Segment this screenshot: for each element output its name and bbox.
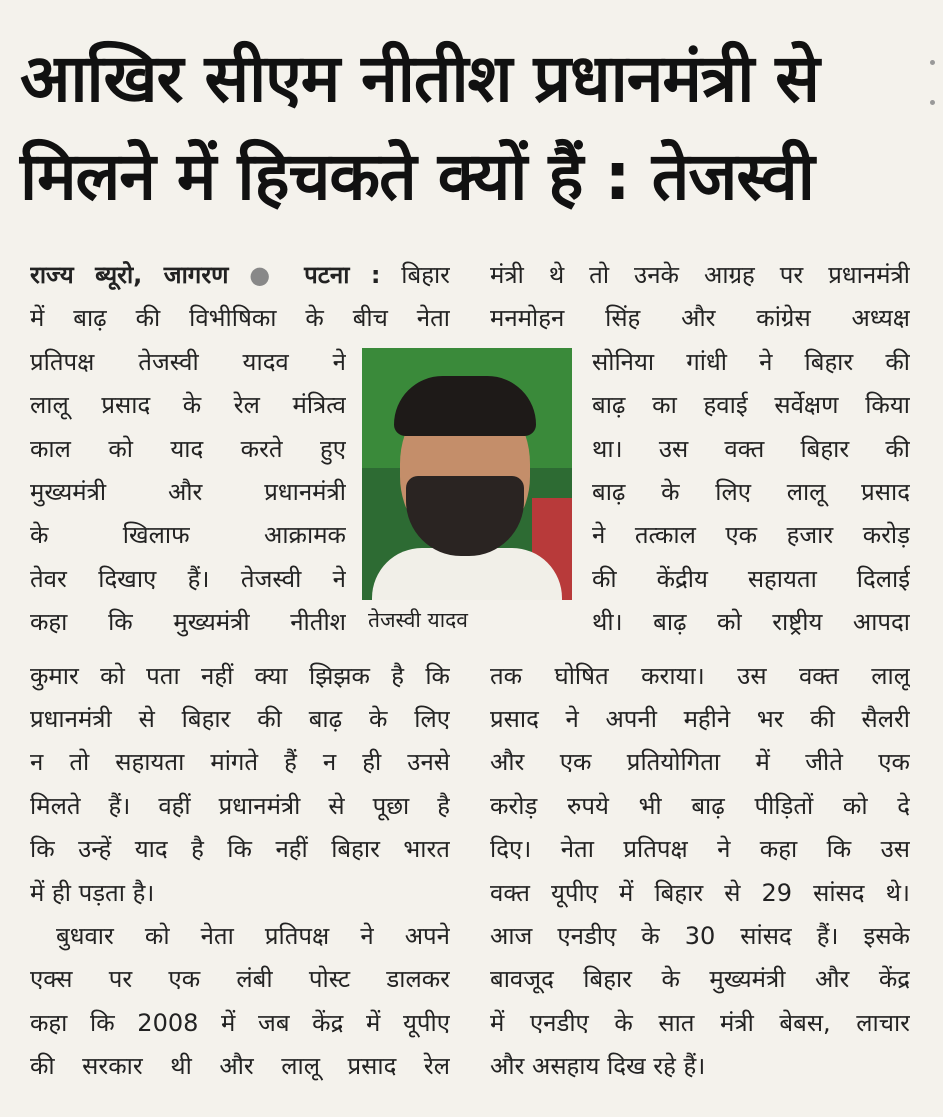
text-line: तेवर दिखाए हैं। तेजस्वी ने (30, 564, 346, 593)
left-column-beside-photo (30, 341, 346, 645)
text-line: दिए। नेता प्रतिपक्ष ने कहा कि उस (490, 835, 910, 864)
text-line: में ही पड़ता है। (30, 878, 155, 907)
text-line: मनमोहन सिंह और कांग्रेस अध्यक्ष (490, 304, 910, 333)
text-line: की सरकार थी और लालू प्रसाद रेल (30, 1052, 450, 1081)
portrait-photo (362, 348, 572, 600)
text-line: करोड़ रुपये भी बाढ़ पीड़ितों को दे (490, 791, 910, 820)
photo-beard (406, 476, 524, 556)
text-line: में बाढ़ की विभीषिका के बीच नेता (30, 304, 450, 333)
text-line: था। उस वक्त बिहार की (592, 434, 910, 463)
text-line: थी। बाढ़ को राष्ट्रीय आपदा (592, 608, 910, 637)
headline (20, 30, 925, 226)
text-line: प्रतिपक्ष तेजस्वी यादव ने (30, 347, 346, 376)
text-line: न तो सहायता मांगते हैं न ही उनसे (30, 748, 450, 777)
text-line: वक्त यूपीए में बिहार से 29 सांसद थे। (490, 878, 910, 907)
right-column-beside-photo (592, 341, 910, 645)
text-line: कहा कि मुख्यमंत्री नीतीश (30, 608, 346, 637)
headline-line-1: आखिर सीएम नीतीश प्रधानमंत्री से (20, 40, 819, 117)
text-line: बाढ़ के लिए लालू प्रसाद (592, 477, 910, 506)
byline-source: राज्य ब्यूरो, जागरण (30, 261, 229, 289)
text-line: प्रधानमंत्री से बिहार की बाढ़ के लिए (30, 704, 450, 733)
bullet-dot-icon: ● (249, 261, 284, 289)
text-line: ने तत्काल एक हजार करोड़ (592, 521, 910, 550)
byline-location: पटना : (304, 261, 381, 289)
text-line: कि उन्हें याद है कि नहीं बिहार भारत (30, 835, 450, 864)
photo-hair (394, 376, 536, 436)
text-line: बुधवार को नेता प्रतिपक्ष ने अपने (56, 921, 450, 950)
text-line: मंत्री थे तो उनके आग्रह पर प्रधानमंत्री (490, 261, 910, 289)
text-line: लालू प्रसाद के रेल मंत्रित्व (30, 391, 346, 420)
text-line: प्रसाद ने अपनी महीने भर की सैलरी (490, 704, 910, 733)
margin-dot-icon (930, 100, 935, 105)
left-column-bottom (30, 655, 450, 1089)
headline-line-2: मिलने में हिचकते क्यों हैं : तेजस्वी (20, 138, 814, 215)
text-line: बावजूद बिहार के मुख्यमंत्री और केंद्र (490, 965, 910, 994)
text-line: तक घोषित कराया। उस वक्त लालू (490, 661, 910, 690)
text-line: एक्स पर एक लंबी पोस्ट डालकर (30, 965, 450, 994)
left-column-top (30, 254, 450, 341)
text-line: मिलते हैं। वहीं प्रधानमंत्री से पूछा है (30, 791, 450, 820)
right-column-top (490, 254, 910, 341)
text-line: के खिलाफ आक्रामक (30, 521, 346, 550)
text-line: कुमार को पता नहीं क्या झिझक है कि (30, 661, 450, 690)
text-line: काल को याद करते हुए (30, 434, 346, 463)
text-line: में एनडीए के सात मंत्री बेबस, लाचार (490, 1008, 910, 1037)
text-line: और एक प्रतियोगिता में जीते एक (490, 748, 910, 777)
margin-dot-icon (930, 60, 935, 65)
right-column-bottom (490, 655, 910, 1089)
text-line: मुख्यमंत्री और प्रधानमंत्री (30, 477, 346, 506)
text-line: सोनिया गांधी ने बिहार की (592, 347, 910, 376)
photo-caption: तेजस्वी यादव (368, 608, 468, 632)
text-line: बाढ़ का हवाई सर्वेक्षण किया (592, 391, 910, 420)
text-line: आज एनडीए के 30 सांसद हैं। इसके (490, 921, 910, 950)
byline-line (30, 254, 450, 297)
text-line: की केंद्रीय सहायता दिलाई (592, 564, 910, 593)
first-line-rest: बिहार (401, 261, 450, 289)
text-line: कहा कि 2008 में जब केंद्र में यूपीए (30, 1008, 450, 1037)
text-line: और असहाय दिख रहे हैं। (490, 1052, 706, 1081)
